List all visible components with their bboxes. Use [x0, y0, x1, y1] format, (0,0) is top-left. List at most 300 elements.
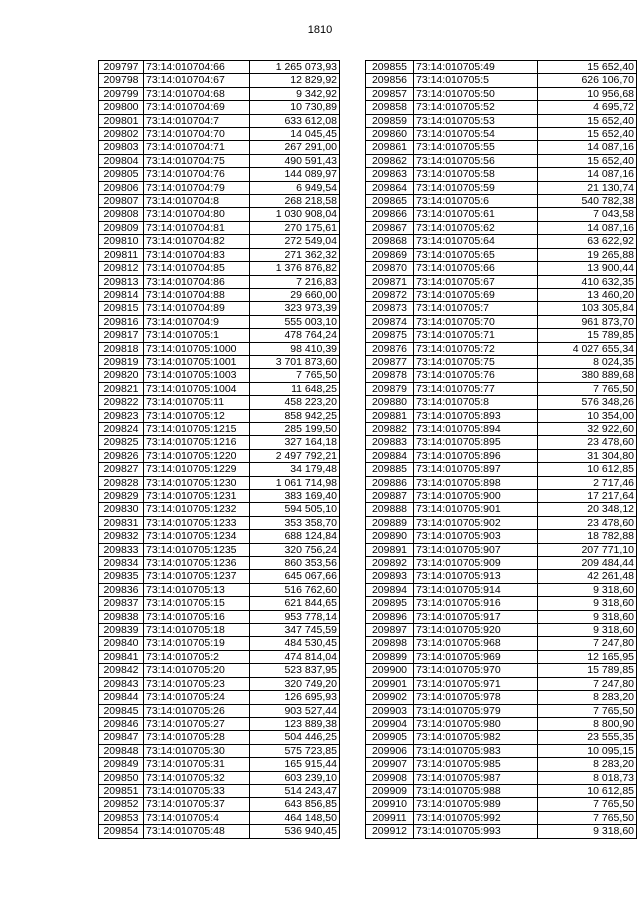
row-number-cell: 209848 — [99, 744, 144, 757]
row-number-cell: 209902 — [366, 691, 414, 704]
table-row — [99, 87, 340, 100]
cadastral-number-cell: 73:14:010704:8 — [144, 195, 250, 208]
table-row — [366, 744, 637, 757]
amount-cell: 34 179,48 — [250, 463, 340, 476]
row-number-cell: 209811 — [99, 248, 144, 261]
row-number-cell: 209906 — [366, 744, 414, 757]
row-number-cell: 209804 — [99, 154, 144, 167]
row-number-cell: 209835 — [99, 570, 144, 583]
cadastral-number-cell: 73:14:010705:979 — [414, 704, 538, 717]
amount-cell: 10 730,89 — [250, 101, 340, 114]
cadastral-number-cell: 73:14:010705:69 — [414, 288, 538, 301]
amount-cell: 165 915,44 — [250, 758, 340, 771]
row-number-cell: 209851 — [99, 784, 144, 797]
amount-cell: 555 003,10 — [250, 315, 340, 328]
row-number-cell: 209895 — [366, 597, 414, 610]
table-row — [366, 543, 637, 556]
amount-cell: 21 130,74 — [538, 181, 637, 194]
cadastral-number-cell: 73:14:010705:12 — [144, 409, 250, 422]
row-number-cell: 209865 — [366, 195, 414, 208]
cadastral-number-cell: 73:14:010705:1230 — [144, 476, 250, 489]
table-row — [99, 168, 340, 181]
amount-cell: 23 478,60 — [538, 436, 637, 449]
amount-cell: 10 956,68 — [538, 87, 637, 100]
row-number-cell: 209803 — [99, 141, 144, 154]
cadastral-number-cell: 73:14:010705:968 — [414, 637, 538, 650]
table-row — [99, 248, 340, 261]
amount-cell: 42 261,48 — [538, 570, 637, 583]
row-number-cell: 209904 — [366, 717, 414, 730]
amount-cell: 474 814,04 — [250, 650, 340, 663]
table-row — [99, 610, 340, 623]
row-number-cell: 209808 — [99, 208, 144, 221]
amount-cell: 1 030 908,04 — [250, 208, 340, 221]
amount-cell: 19 265,88 — [538, 248, 637, 261]
row-number-cell: 209798 — [99, 74, 144, 87]
table-row — [99, 731, 340, 744]
amount-cell: 7 247,80 — [538, 677, 637, 690]
row-number-cell: 209877 — [366, 355, 414, 368]
cadastral-number-cell: 73:14:010705:49 — [414, 61, 538, 74]
amount-cell: 7 216,83 — [250, 275, 340, 288]
row-number-cell: 209901 — [366, 677, 414, 690]
row-number-cell: 209888 — [366, 503, 414, 516]
amount-cell: 17 217,64 — [538, 490, 637, 503]
row-number-cell: 209860 — [366, 128, 414, 141]
table-row — [366, 61, 637, 74]
cadastral-number-cell: 73:14:010705:18 — [144, 624, 250, 637]
row-number-cell: 209863 — [366, 168, 414, 181]
table-row — [99, 114, 340, 127]
amount-cell: 14 087,16 — [538, 221, 637, 234]
table-row — [366, 128, 637, 141]
cadastral-number-cell: 73:14:010705:898 — [414, 476, 538, 489]
table-row — [99, 463, 340, 476]
table-row — [99, 128, 340, 141]
table-row — [366, 463, 637, 476]
table-row — [366, 422, 637, 435]
amount-cell: 7 043,58 — [538, 208, 637, 221]
row-number-cell: 209809 — [99, 221, 144, 234]
cadastral-number-cell: 73:14:010705:24 — [144, 691, 250, 704]
amount-cell: 353 358,70 — [250, 516, 340, 529]
cadastral-number-cell: 73:14:010705:970 — [414, 664, 538, 677]
row-number-cell: 209896 — [366, 610, 414, 623]
table-row — [99, 288, 340, 301]
cadastral-number-cell: 73:14:010705:32 — [144, 771, 250, 784]
amount-cell: 7 765,50 — [538, 704, 637, 717]
amount-cell: 8 283,20 — [538, 691, 637, 704]
cadastral-number-cell: 73:14:010705:907 — [414, 543, 538, 556]
table-row — [99, 624, 340, 637]
table-row — [366, 87, 637, 100]
amount-cell: 621 844,65 — [250, 597, 340, 610]
cadastral-number-cell: 73:14:010705:1236 — [144, 557, 250, 570]
amount-cell: 536 940,45 — [250, 825, 340, 838]
cadastral-number-cell: 73:14:010705:895 — [414, 436, 538, 449]
table-row — [366, 704, 637, 717]
amount-cell: 209 484,44 — [538, 557, 637, 570]
cadastral-number-cell: 73:14:010705:1235 — [144, 543, 250, 556]
table-row — [99, 221, 340, 234]
table-row — [366, 208, 637, 221]
cadastral-number-cell: 73:14:010704:89 — [144, 302, 250, 315]
cadastral-number-cell: 73:14:010705:5 — [414, 74, 538, 87]
amount-cell: 270 175,61 — [250, 221, 340, 234]
cadastral-number-cell: 73:14:010705:1 — [144, 329, 250, 342]
amount-cell: 285 199,50 — [250, 422, 340, 435]
cadastral-number-cell: 73:14:010704:69 — [144, 101, 250, 114]
row-number-cell: 209820 — [99, 369, 144, 382]
cadastral-number-cell: 73:14:010705:985 — [414, 758, 538, 771]
row-number-cell: 209832 — [99, 530, 144, 543]
amount-cell: 272 549,04 — [250, 235, 340, 248]
table-row — [366, 141, 637, 154]
row-number-cell: 209909 — [366, 784, 414, 797]
table-row — [366, 382, 637, 395]
cadastral-number-cell: 73:14:010705:52 — [414, 101, 538, 114]
cadastral-number-cell: 73:14:010705:916 — [414, 597, 538, 610]
table-row — [366, 288, 637, 301]
row-number-cell: 209912 — [366, 825, 414, 838]
cadastral-number-cell: 73:14:010705:909 — [414, 557, 538, 570]
table-row — [99, 302, 340, 315]
cadastral-number-cell: 73:14:010705:4 — [144, 811, 250, 824]
cadastral-number-cell: 73:14:010705:914 — [414, 583, 538, 596]
table-row — [99, 650, 340, 663]
amount-cell: 478 764,24 — [250, 329, 340, 342]
row-number-cell: 209866 — [366, 208, 414, 221]
row-number-cell: 209861 — [366, 141, 414, 154]
amount-cell: 11 648,25 — [250, 382, 340, 395]
amount-cell: 98 410,39 — [250, 342, 340, 355]
table-row — [99, 315, 340, 328]
amount-cell: 9 318,60 — [538, 825, 637, 838]
amount-cell: 7 247,80 — [538, 637, 637, 650]
row-number-cell: 209849 — [99, 758, 144, 771]
table-row — [366, 315, 637, 328]
amount-cell: 8 024,35 — [538, 355, 637, 368]
row-number-cell: 209801 — [99, 114, 144, 127]
table-row — [99, 355, 340, 368]
cadastral-number-cell: 73:14:010705:920 — [414, 624, 538, 637]
amount-cell: 8 283,20 — [538, 758, 637, 771]
row-number-cell: 209817 — [99, 329, 144, 342]
amount-cell: 860 353,56 — [250, 557, 340, 570]
table-row — [366, 248, 637, 261]
table-row — [99, 436, 340, 449]
amount-cell: 15 652,40 — [538, 61, 637, 74]
amount-cell: 323 973,39 — [250, 302, 340, 315]
row-number-cell: 209833 — [99, 543, 144, 556]
row-number-cell: 209800 — [99, 101, 144, 114]
cadastral-number-cell: 73:14:010705:1001 — [144, 355, 250, 368]
row-number-cell: 209836 — [99, 583, 144, 596]
amount-cell: 9 318,60 — [538, 624, 637, 637]
cadastral-number-cell: 73:14:010705:55 — [414, 141, 538, 154]
cadastral-number-cell: 73:14:010705:16 — [144, 610, 250, 623]
cadastral-number-cell: 73:14:010704:80 — [144, 208, 250, 221]
cadastral-number-cell: 73:14:010705:1003 — [144, 369, 250, 382]
amount-cell: 23 555,35 — [538, 731, 637, 744]
amount-cell: 10 095,15 — [538, 744, 637, 757]
table-row — [366, 758, 637, 771]
cadastral-number-cell: 73:14:010705:1234 — [144, 530, 250, 543]
amount-cell: 123 889,38 — [250, 717, 340, 730]
row-number-cell: 209910 — [366, 798, 414, 811]
table-row — [366, 181, 637, 194]
table-row — [99, 516, 340, 529]
cadastral-number-cell: 73:14:010705:70 — [414, 315, 538, 328]
table-row — [99, 704, 340, 717]
table-row — [366, 409, 637, 422]
table-row — [366, 476, 637, 489]
table-row — [366, 302, 637, 315]
cadastral-number-cell: 73:14:010705:1000 — [144, 342, 250, 355]
cadastral-number-cell: 73:14:010705:48 — [144, 825, 250, 838]
table-row — [99, 557, 340, 570]
amount-cell: 10 612,85 — [538, 784, 637, 797]
cadastral-number-cell: 73:14:010705:50 — [414, 87, 538, 100]
amount-cell: 320 749,20 — [250, 677, 340, 690]
row-number-cell: 209879 — [366, 382, 414, 395]
amount-cell: 8 800,90 — [538, 717, 637, 730]
amount-cell: 14 087,16 — [538, 141, 637, 154]
table-row — [366, 717, 637, 730]
cadastral-number-cell: 73:14:010705:896 — [414, 449, 538, 462]
cadastral-number-cell: 73:14:010705:75 — [414, 355, 538, 368]
amount-cell: 6 949,54 — [250, 181, 340, 194]
table-row — [366, 275, 637, 288]
cadastral-number-cell: 73:14:010705:913 — [414, 570, 538, 583]
row-number-cell: 209891 — [366, 543, 414, 556]
cadastral-number-cell: 73:14:010705:59 — [414, 181, 538, 194]
amount-cell: 267 291,00 — [250, 141, 340, 154]
table-row — [99, 382, 340, 395]
amount-cell: 858 942,25 — [250, 409, 340, 422]
row-number-cell: 209819 — [99, 355, 144, 368]
row-number-cell: 209874 — [366, 315, 414, 328]
row-number-cell: 209837 — [99, 597, 144, 610]
table-row — [99, 717, 340, 730]
cadastral-number-cell: 73:14:010705:971 — [414, 677, 538, 690]
row-number-cell: 209907 — [366, 758, 414, 771]
table-row — [99, 369, 340, 382]
table-row — [99, 503, 340, 516]
cadastral-number-cell: 73:14:010705:11 — [144, 396, 250, 409]
row-number-cell: 209883 — [366, 436, 414, 449]
amount-cell: 103 305,84 — [538, 302, 637, 315]
table-row — [99, 784, 340, 797]
row-number-cell: 209884 — [366, 449, 414, 462]
table-row — [99, 691, 340, 704]
table-row — [366, 329, 637, 342]
table-row — [99, 449, 340, 462]
amount-cell: 380 889,68 — [538, 369, 637, 382]
table-row — [99, 771, 340, 784]
amount-cell: 603 239,10 — [250, 771, 340, 784]
row-number-cell: 209854 — [99, 825, 144, 838]
amount-cell: 268 218,58 — [250, 195, 340, 208]
amount-cell: 523 837,95 — [250, 664, 340, 677]
cadastral-number-cell: 73:14:010705:19 — [144, 637, 250, 650]
row-number-cell: 209880 — [366, 396, 414, 409]
table-row — [366, 503, 637, 516]
cadastral-number-cell: 73:14:010704:71 — [144, 141, 250, 154]
amount-cell: 15 789,85 — [538, 664, 637, 677]
cadastral-number-cell: 73:14:010705:23 — [144, 677, 250, 690]
cadastral-number-cell: 73:14:010704:82 — [144, 235, 250, 248]
table-row — [99, 490, 340, 503]
amount-cell: 13 900,44 — [538, 262, 637, 275]
table-row — [366, 221, 637, 234]
row-number-cell: 209885 — [366, 463, 414, 476]
table-body-right — [366, 61, 637, 839]
row-number-cell: 209882 — [366, 422, 414, 435]
table-row — [99, 235, 340, 248]
amount-cell: 7 765,50 — [538, 798, 637, 811]
table-row — [366, 557, 637, 570]
cadastral-number-cell: 73:14:010704:83 — [144, 248, 250, 261]
cadastral-number-cell: 73:14:010705:1216 — [144, 436, 250, 449]
table-row — [99, 141, 340, 154]
row-number-cell: 209872 — [366, 288, 414, 301]
table-row — [366, 436, 637, 449]
row-number-cell: 209867 — [366, 221, 414, 234]
cadastral-number-cell: 73:14:010704:81 — [144, 221, 250, 234]
amount-cell: 4 027 655,34 — [538, 342, 637, 355]
cadastral-number-cell: 73:14:010704:70 — [144, 128, 250, 141]
amount-cell: 13 460,20 — [538, 288, 637, 301]
amount-cell: 1 265 073,93 — [250, 61, 340, 74]
amount-cell: 7 765,50 — [538, 811, 637, 824]
table-row — [99, 664, 340, 677]
cadastral-number-cell: 73:14:010705:6 — [414, 195, 538, 208]
amount-cell: 7 765,50 — [538, 382, 637, 395]
cadastral-number-cell: 73:14:010705:31 — [144, 758, 250, 771]
row-number-cell: 209821 — [99, 382, 144, 395]
amount-cell: 23 478,60 — [538, 516, 637, 529]
cadastral-number-cell: 73:14:010705:969 — [414, 650, 538, 663]
amount-cell: 9 318,60 — [538, 610, 637, 623]
cadastral-number-cell: 73:14:010705:897 — [414, 463, 538, 476]
row-number-cell: 209897 — [366, 624, 414, 637]
table-row — [366, 691, 637, 704]
amount-cell: 15 652,40 — [538, 114, 637, 127]
row-number-cell: 209818 — [99, 342, 144, 355]
row-number-cell: 209855 — [366, 61, 414, 74]
table-row — [366, 771, 637, 784]
table-row — [99, 570, 340, 583]
table-row — [366, 74, 637, 87]
amount-cell: 29 660,00 — [250, 288, 340, 301]
cadastral-number-cell: 73:14:010705:980 — [414, 717, 538, 730]
cadastral-number-cell: 73:14:010705:72 — [414, 342, 538, 355]
amount-cell: 410 632,35 — [538, 275, 637, 288]
amount-cell: 9 318,60 — [538, 597, 637, 610]
table-row — [99, 583, 340, 596]
row-number-cell: 209806 — [99, 181, 144, 194]
table-row — [366, 396, 637, 409]
cadastral-number-cell: 73:14:010704:76 — [144, 168, 250, 181]
cadastral-number-cell: 73:14:010704:75 — [144, 154, 250, 167]
table-row — [366, 610, 637, 623]
row-number-cell: 209844 — [99, 691, 144, 704]
row-number-cell: 209816 — [99, 315, 144, 328]
row-number-cell: 209870 — [366, 262, 414, 275]
amount-cell: 953 778,14 — [250, 610, 340, 623]
amount-cell: 4 695,72 — [538, 101, 637, 114]
row-number-cell: 209840 — [99, 637, 144, 650]
amount-cell: 7 765,50 — [250, 369, 340, 382]
amount-cell: 144 089,97 — [250, 168, 340, 181]
row-number-cell: 209838 — [99, 610, 144, 623]
cadastral-number-cell: 73:14:010705:978 — [414, 691, 538, 704]
row-number-cell: 209830 — [99, 503, 144, 516]
table-row — [99, 396, 340, 409]
cadastral-number-cell: 73:14:010705:992 — [414, 811, 538, 824]
row-number-cell: 209834 — [99, 557, 144, 570]
row-number-cell: 209812 — [99, 262, 144, 275]
amount-cell: 347 745,59 — [250, 624, 340, 637]
table-row — [366, 677, 637, 690]
table-row — [99, 798, 340, 811]
cadastral-number-cell: 73:14:010705:20 — [144, 664, 250, 677]
table-row — [366, 154, 637, 167]
amount-cell: 645 067,66 — [250, 570, 340, 583]
cadastral-number-cell: 73:14:010705:917 — [414, 610, 538, 623]
table-row — [99, 476, 340, 489]
amount-cell: 10 612,85 — [538, 463, 637, 476]
page-number: 1810 — [307, 24, 333, 36]
row-number-cell: 209887 — [366, 490, 414, 503]
row-number-cell: 209810 — [99, 235, 144, 248]
amount-cell: 643 856,85 — [250, 798, 340, 811]
row-number-cell: 209898 — [366, 637, 414, 650]
row-number-cell: 209859 — [366, 114, 414, 127]
cadastral-number-cell: 73:14:010705:903 — [414, 530, 538, 543]
row-number-cell: 209908 — [366, 771, 414, 784]
row-number-cell: 209876 — [366, 342, 414, 355]
row-number-cell: 209852 — [99, 798, 144, 811]
table-row — [366, 597, 637, 610]
cadastral-number-cell: 73:14:010705:1237 — [144, 570, 250, 583]
row-number-cell: 209878 — [366, 369, 414, 382]
table-row — [99, 758, 340, 771]
table-row — [366, 731, 637, 744]
table-row — [366, 114, 637, 127]
row-number-cell: 209814 — [99, 288, 144, 301]
table-row — [99, 409, 340, 422]
table-row — [99, 208, 340, 221]
row-number-cell: 209853 — [99, 811, 144, 824]
table-row — [366, 262, 637, 275]
table-row — [99, 422, 340, 435]
amount-cell: 15 789,85 — [538, 329, 637, 342]
cadastral-number-cell: 73:14:010705:1231 — [144, 490, 250, 503]
table-row — [366, 235, 637, 248]
row-number-cell: 209894 — [366, 583, 414, 596]
amount-cell: 12 165,95 — [538, 650, 637, 663]
row-number-cell: 209869 — [366, 248, 414, 261]
table-row — [99, 530, 340, 543]
cadastral-number-cell: 73:14:010705:1220 — [144, 449, 250, 462]
row-number-cell: 209890 — [366, 530, 414, 543]
amount-cell: 516 762,60 — [250, 583, 340, 596]
cadastral-number-cell: 73:14:010705:64 — [414, 235, 538, 248]
cadastral-number-cell: 73:14:010705:1232 — [144, 503, 250, 516]
amount-cell: 626 106,70 — [538, 74, 637, 87]
